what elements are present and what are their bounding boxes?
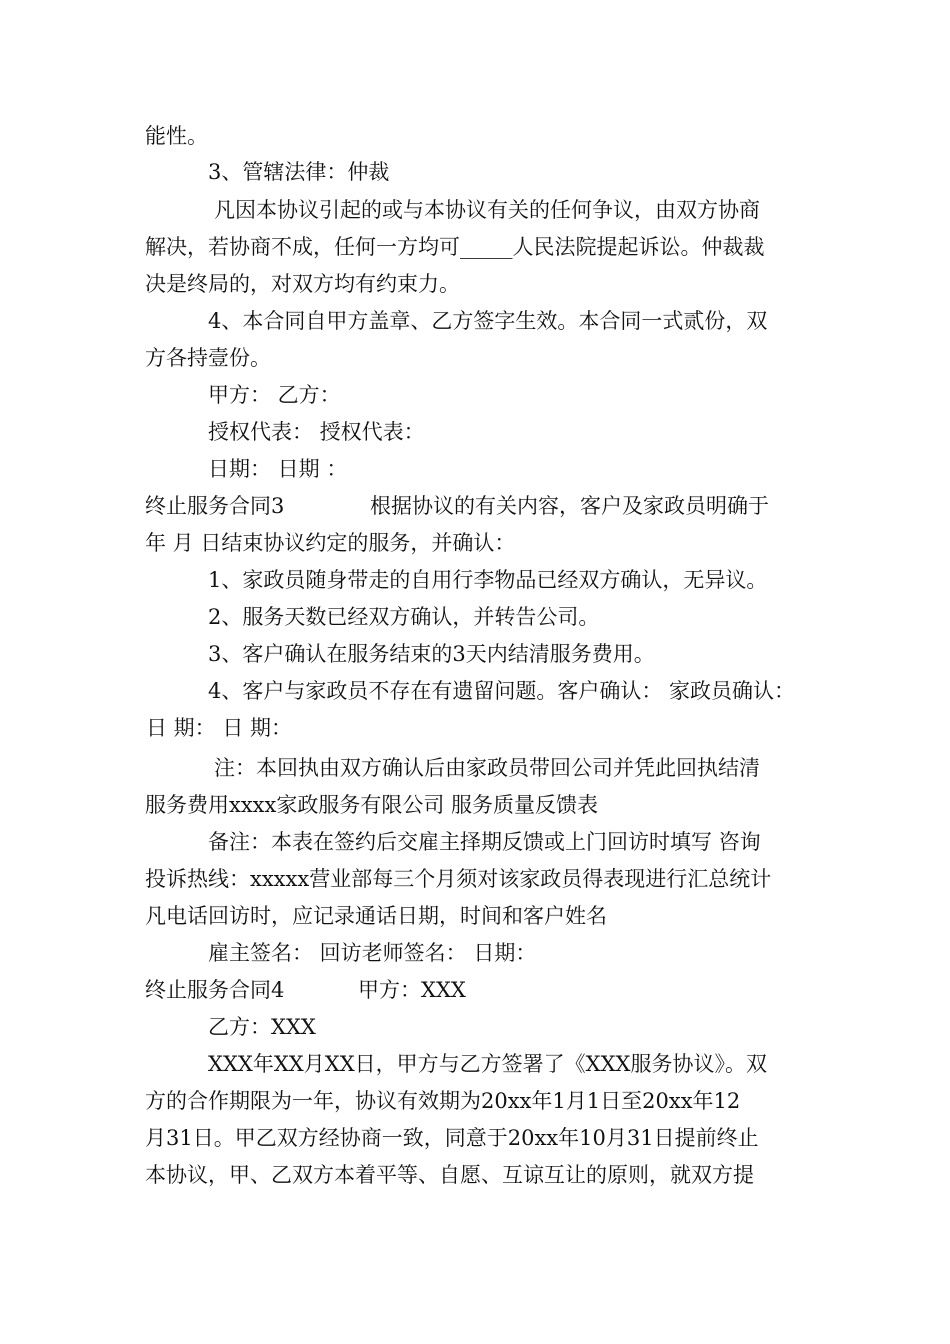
note-line: 注：本回执由双方确认后由家政员带回公司并凭此回执结清 [214,756,760,780]
signature-line: 雇主签名： 回访老师签名： 日期： [208,941,537,965]
text-line: 解决，若协商不成，任何一方均可_____人民法院提起诉讼。仲裁裁 [145,235,765,259]
text-line: 3、管辖法律：仲裁 [208,160,390,184]
list-item: 2、服务天数已经双方确认，并转告公司。 [208,605,600,629]
signature-date-line: 日期： 日期 ： [208,457,348,481]
text-line: 方各持壹份。 [145,346,271,370]
text-line: 决是终局的，对双方均有约束力。 [145,272,460,296]
text-line: 服务费用xxxx家政服务有限公司 服务质量反馈表 [145,793,599,817]
text-line: 投诉热线：xxxxx营业部每三个月须对该家政员得表现进行汇总统计 [145,867,772,891]
remark-line: 备注：本表在签约后交雇主择期反馈或上门回访时填写 咨询 [208,830,761,854]
text-line: 能性。 [145,124,208,148]
date-line: 日 期： 日 期： [146,716,293,740]
text-line: 月31日。甲乙双方经协商一致，同意于20xx年10月31日提前终止 [145,1126,759,1150]
text-line: 凡因本协议引起的或与本协议有关的任何争议，由双方协商 [214,198,760,222]
text-line: 方的合作期限为一年，协议有效期为20xx年1月1日至20xx年12 [145,1089,741,1113]
text-line: 4、本合同自甲方盖章、乙方签字生效。本合同一式贰份，双 [208,309,768,333]
party-a-line: 甲方：XXX [358,978,466,1002]
text-line: 根据协议的有关内容，客户及家政员明确于 [370,494,769,518]
signature-party-line: 甲方： 乙方： [208,383,341,407]
party-b-line: 乙方：XXX [208,1015,316,1039]
text-line: 年 月 日结束协议约定的服务，并确认： [145,531,516,555]
section-title: 终止服务合同4 [145,978,285,1002]
text-line: 本协议，甲、乙双方本着平等、自愿、互谅互让的原则，就双方提 [145,1163,754,1187]
list-item: 4、客户与家政员不存在有遗留问题。客户确认： 家政员确认： [208,679,796,703]
signature-rep-line: 授权代表： 授权代表： [208,420,425,444]
list-item: 3、客户确认在服务结束的3天内结清服务费用。 [208,642,655,666]
list-item: 1、家政员随身带走的自用行李物品已经双方确认，无异议。 [208,568,768,592]
text-line: XXX年XX月XX日，甲方与乙方签署了《XXX服务协议》。双 [208,1052,768,1076]
text-line: 凡电话回访时，应记录通话日期，时间和客户姓名 [145,904,607,928]
section-title: 终止服务合同3 [145,494,285,518]
